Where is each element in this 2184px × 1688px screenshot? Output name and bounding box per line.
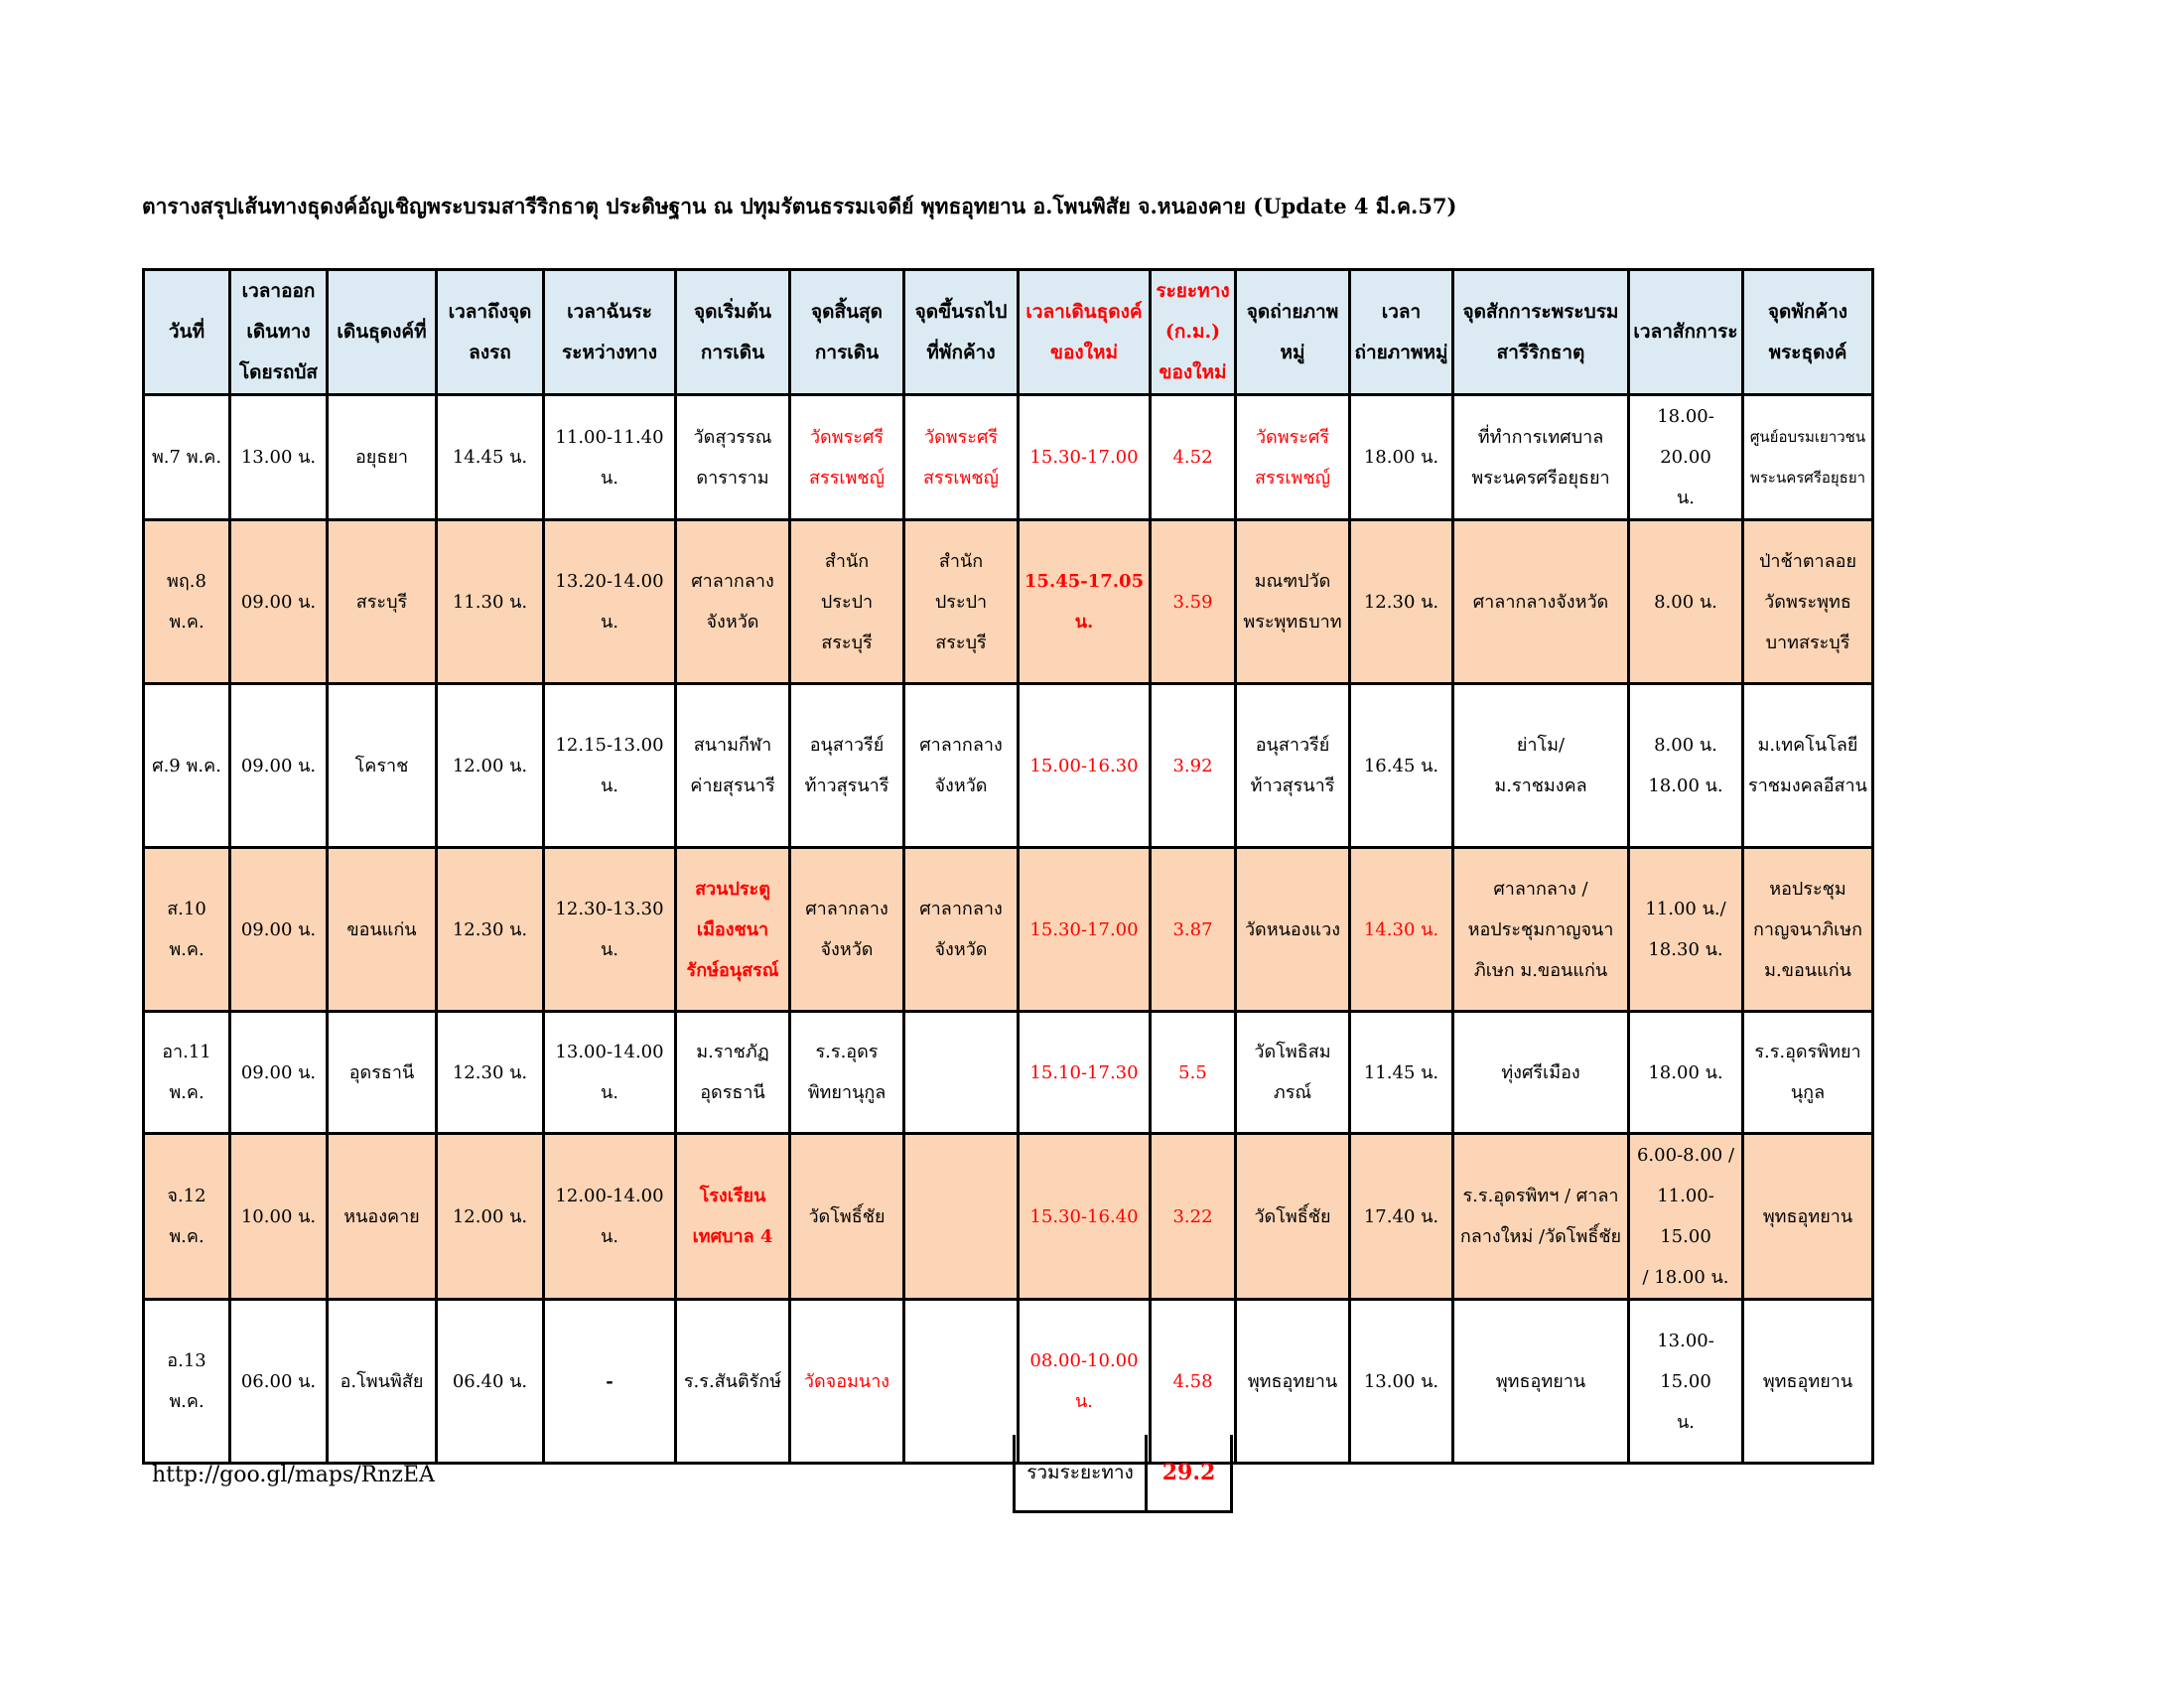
cell-meal: 12.30-13.30 น. bbox=[544, 848, 676, 1012]
table-row bbox=[144, 684, 1873, 848]
cell-date: อา.11 พ.ค. bbox=[144, 1012, 230, 1134]
cell-stay: ม.เทคโนโลยี ราชมงคลอีสาน bbox=[1743, 684, 1873, 848]
map-link[interactable]: http://goo.gl/maps/RnzEA bbox=[152, 1463, 435, 1487]
cell-distance: 3.59 bbox=[1151, 520, 1236, 684]
cell-pickup: ศาลากลาง จังหวัด bbox=[904, 684, 1019, 848]
cell-start: โรงเรียน เทศบาล 4 bbox=[676, 1134, 790, 1300]
cell-end: อนุสาวรีย์ ท้าวสุรนารี bbox=[790, 684, 904, 848]
cell-date: จ.12 พ.ค. bbox=[144, 1134, 230, 1300]
cell-stay: ป่าช้าตาลอย วัดพระพุทธ บาทสระบุรี bbox=[1743, 520, 1873, 684]
cell-province: ขอนแก่น bbox=[328, 848, 437, 1012]
page-title: ตารางสรุปเส้นทางธุดงค์อัญเชิญพระบรมสารีริกธาตุ ประดิษฐาน ณ ปทุมรัตนธรรมเจดีย์ พุทธอุทยาน อ.โพนพิสัย จ.หนองคาย (Update 4 มี.ค.57) bbox=[142, 194, 1457, 218]
cell-walk-time: 15.30-17.00 bbox=[1019, 848, 1151, 1012]
cell-meal: 12.00-14.00 น. bbox=[544, 1134, 676, 1300]
cell-bus-time: 06.00 น. bbox=[230, 1300, 328, 1464]
cell-stay: หอประชุม กาญจนาภิเษก ม.ขอนแก่น bbox=[1743, 848, 1873, 1012]
cell-province: สระบุรี bbox=[328, 520, 437, 684]
table-row bbox=[144, 848, 1873, 1012]
cell-arrive: 12.00 น. bbox=[437, 1134, 544, 1300]
cell-photo-time: 12.30 น. bbox=[1350, 520, 1453, 684]
cell-photo-spot: วัดหนองแวง bbox=[1236, 848, 1350, 1012]
cell-stay: ศูนย์อบรมเยาวชน พระนครศรีอยุธยา bbox=[1743, 395, 1873, 520]
cell-start: ศาลากลาง จังหวัด bbox=[676, 520, 790, 684]
cell-walk-time: 15.45-17.05 น. bbox=[1019, 520, 1151, 684]
cell-worship: ที่ทำการเทศบาล พระนครศรีอยุธยา bbox=[1453, 395, 1629, 520]
table-row bbox=[144, 1134, 1873, 1300]
cell-arrive: 12.00 น. bbox=[437, 684, 544, 848]
cell-bus-time: 09.00 น. bbox=[230, 1012, 328, 1134]
cell-worship: พุทธอุทยาน bbox=[1453, 1300, 1629, 1464]
cell-worship: ทุ่งศรีเมือง bbox=[1453, 1012, 1629, 1134]
cell-arrive: 12.30 น. bbox=[437, 848, 544, 1012]
cell-pickup bbox=[904, 1012, 1019, 1134]
cell-end: ร.ร.อุดร พิทยานุกูล bbox=[790, 1012, 904, 1134]
cell-date: อ.13 พ.ค. bbox=[144, 1300, 230, 1464]
cell-photo-time: 18.00 น. bbox=[1350, 395, 1453, 520]
cell-photo-spot: อนุสาวรีย์ ท้าวสุรนารี bbox=[1236, 684, 1350, 848]
cell-worship-time: 8.00 น. 18.00 น. bbox=[1629, 684, 1743, 848]
header-cell: จุดสิ้นสุด การเดิน bbox=[790, 270, 904, 395]
cell-arrive: 12.30 น. bbox=[437, 1012, 544, 1134]
total-label: รวมระยะทาง bbox=[1015, 1435, 1147, 1512]
header-cell: เวลาสักการะ bbox=[1629, 270, 1743, 395]
cell-province: โคราช bbox=[328, 684, 437, 848]
cell-start: สนามกีฬา ค่ายสุรนารี bbox=[676, 684, 790, 848]
cell-date: ศ.9 พ.ค. bbox=[144, 684, 230, 848]
header-cell: เวลาถึงจุด ลงรถ bbox=[437, 270, 544, 395]
cell-meal: 12.15-13.00 น. bbox=[544, 684, 676, 848]
cell-bus-time: 13.00 น. bbox=[230, 395, 328, 520]
cell-bus-time: 09.00 น. bbox=[230, 684, 328, 848]
cell-end: สำนัก ประปา สระบุรี bbox=[790, 520, 904, 684]
cell-worship: ศาลากลางจังหวัด bbox=[1453, 520, 1629, 684]
table-row bbox=[144, 1012, 1873, 1134]
cell-distance: 3.92 bbox=[1151, 684, 1236, 848]
cell-worship-time: 11.00 น./ 18.30 น. bbox=[1629, 848, 1743, 1012]
cell-walk-time: 15.30-16.40 bbox=[1019, 1134, 1151, 1300]
cell-stay: ร.ร.อุดรพิทยา นุกูล bbox=[1743, 1012, 1873, 1134]
cell-start: ร.ร.สันติรักษ์ bbox=[676, 1300, 790, 1464]
cell-photo-time: 17.40 น. bbox=[1350, 1134, 1453, 1300]
cell-date: ส.10 พ.ค. bbox=[144, 848, 230, 1012]
cell-pickup bbox=[904, 1300, 1019, 1464]
cell-photo-spot: พุทธอุทยาน bbox=[1236, 1300, 1350, 1464]
header-row bbox=[144, 270, 1873, 395]
cell-photo-spot: วัดโพธิ์ชัย bbox=[1236, 1134, 1350, 1300]
cell-start: ม.ราชภัฏ อุดรธานี bbox=[676, 1012, 790, 1134]
cell-stay: พุทธอุทยาน bbox=[1743, 1134, 1873, 1300]
cell-stay: พุทธอุทยาน bbox=[1743, 1300, 1873, 1464]
header-cell: วันที่ bbox=[144, 270, 230, 395]
cell-end: วัดจอมนาง bbox=[790, 1300, 904, 1464]
cell-meal: 13.00-14.00 น. bbox=[544, 1012, 676, 1134]
cell-province: อยุธยา bbox=[328, 395, 437, 520]
cell-arrive: 06.40 น. bbox=[437, 1300, 544, 1464]
cell-start: สวนประตู เมืองชนา รักษ์อนุสรณ์ bbox=[676, 848, 790, 1012]
cell-bus-time: 09.00 น. bbox=[230, 848, 328, 1012]
cell-date: พ.7 พ.ค. bbox=[144, 395, 230, 520]
cell-arrive: 11.30 น. bbox=[437, 520, 544, 684]
cell-walk-time: 15.30-17.00 bbox=[1019, 395, 1151, 520]
cell-date: พฤ.8 พ.ค. bbox=[144, 520, 230, 684]
cell-bus-time: 09.00 น. bbox=[230, 520, 328, 684]
cell-worship-time: 18.00 น. bbox=[1629, 1012, 1743, 1134]
header-cell: จุดสักการะพระบรม สารีริกธาตุ bbox=[1453, 270, 1629, 395]
cell-distance: 4.58 bbox=[1151, 1300, 1236, 1464]
header-cell: เวลาฉันระ ระหว่างทาง bbox=[544, 270, 676, 395]
cell-arrive: 14.45 น. bbox=[437, 395, 544, 520]
cell-worship-time: 6.00-8.00 / 11.00-15.00 / 18.00 น. bbox=[1629, 1134, 1743, 1300]
total-distance-box bbox=[1013, 1435, 1233, 1513]
header-cell: จุดพักค้าง พระธุดงค์ bbox=[1743, 270, 1873, 395]
cell-distance: 3.87 bbox=[1151, 848, 1236, 1012]
table-row bbox=[144, 520, 1873, 684]
cell-end: วัดโพธิ์ชัย bbox=[790, 1134, 904, 1300]
cell-photo-time: 14.30 น. bbox=[1350, 848, 1453, 1012]
cell-start: วัดสุวรรณ ดาราราม bbox=[676, 395, 790, 520]
header-cell: เวลาออก เดินทาง โดยรถบัส bbox=[230, 270, 328, 395]
cell-photo-spot: วัดโพธิสม ภรณ์ bbox=[1236, 1012, 1350, 1134]
cell-photo-time: 16.45 น. bbox=[1350, 684, 1453, 848]
cell-bus-time: 10.00 น. bbox=[230, 1134, 328, 1300]
cell-worship-time: 13.00-15.00 น. bbox=[1629, 1300, 1743, 1464]
header-cell: เวลา ถ่ายภาพหมู่ bbox=[1350, 270, 1453, 395]
cell-pickup bbox=[904, 1134, 1019, 1300]
cell-worship-time: 18.00-20.00 น. bbox=[1629, 395, 1743, 520]
cell-end: วัดพระศรี สรรเพชญ์ bbox=[790, 395, 904, 520]
cell-walk-time: 08.00-10.00 น. bbox=[1019, 1300, 1151, 1464]
cell-photo-time: 11.45 น. bbox=[1350, 1012, 1453, 1134]
cell-photo-time: 13.00 น. bbox=[1350, 1300, 1453, 1464]
route-schedule-table bbox=[142, 268, 1874, 1465]
header-cell-new-distance: ระยะทาง (ก.ม.) ของใหม่ bbox=[1151, 270, 1236, 395]
cell-distance: 3.22 bbox=[1151, 1134, 1236, 1300]
cell-walk-time: 15.10-17.30 bbox=[1019, 1012, 1151, 1134]
cell-meal: 11.00-11.40 น. bbox=[544, 395, 676, 520]
cell-province: อ.โพนพิสัย bbox=[328, 1300, 437, 1464]
header-cell: เดินธุดงค์ที่ bbox=[328, 270, 437, 395]
header-cell: จุดถ่ายภาพ หมู่ bbox=[1236, 270, 1350, 395]
cell-walk-time: 15.00-16.30 bbox=[1019, 684, 1151, 848]
cell-province: หนองคาย bbox=[328, 1134, 437, 1300]
cell-distance: 5.5 bbox=[1151, 1012, 1236, 1134]
total-value: 29.2 bbox=[1147, 1435, 1232, 1512]
header-cell-new-walk-time: เวลาเดินธุดงค์ ของใหม่ bbox=[1019, 270, 1151, 395]
cell-end: ศาลากลาง จังหวัด bbox=[790, 848, 904, 1012]
header-cell: จุดขึ้นรถไป ที่พักค้าง bbox=[904, 270, 1019, 395]
cell-meal: 13.20-14.00 น. bbox=[544, 520, 676, 684]
cell-meal: - bbox=[544, 1300, 676, 1464]
cell-photo-spot: มณฑปวัด พระพุทธบาท bbox=[1236, 520, 1350, 684]
cell-province: อุดรธานี bbox=[328, 1012, 437, 1134]
cell-photo-spot: วัดพระศรี สรรเพชญ์ bbox=[1236, 395, 1350, 520]
table-row bbox=[144, 395, 1873, 520]
header-cell: จุดเริ่มต้น การเดิน bbox=[676, 270, 790, 395]
cell-pickup: วัดพระศรี สรรเพชญ์ bbox=[904, 395, 1019, 520]
cell-pickup: สำนัก ประปา สระบุรี bbox=[904, 520, 1019, 684]
cell-distance: 4.52 bbox=[1151, 395, 1236, 520]
cell-worship: ร.ร.อุดรพิทฯ / ศาลา กลางใหม่ /วัดโพธิ์ชัย bbox=[1453, 1134, 1629, 1300]
cell-worship: ศาลากลาง / หอประชุมกาญจนา ภิเษก ม.ขอนแก่น bbox=[1453, 848, 1629, 1012]
cell-worship-time: 8.00 น. bbox=[1629, 520, 1743, 684]
cell-worship: ย่าโม/ ม.ราชมงคล bbox=[1453, 684, 1629, 848]
table-row bbox=[144, 1300, 1873, 1464]
cell-pickup: ศาลากลาง จังหวัด bbox=[904, 848, 1019, 1012]
